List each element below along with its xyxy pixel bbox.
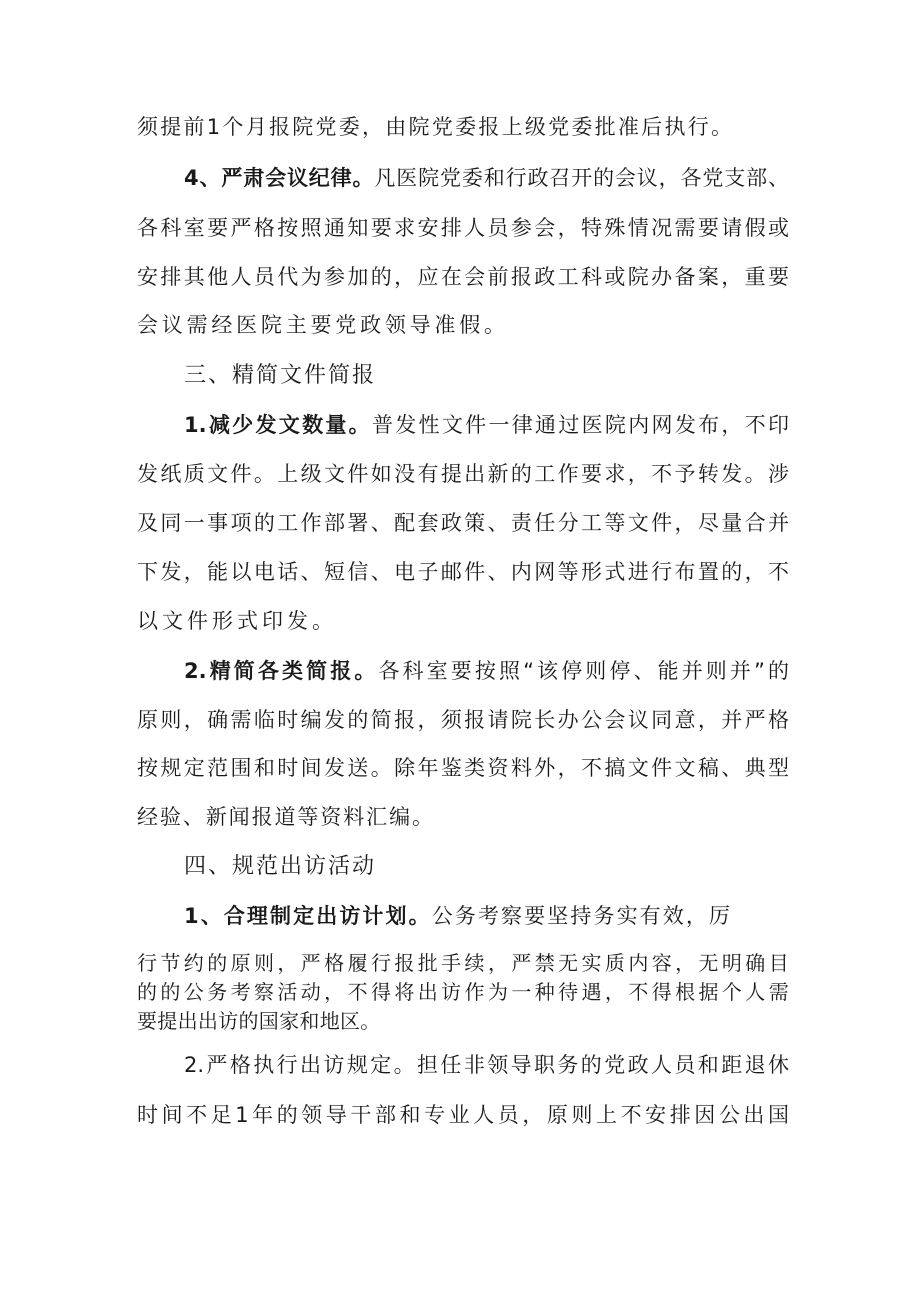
paragraph-line: 2.严格执行出访规定。担任非领导职务的党政人员和距退休: [184, 1053, 789, 1077]
paragraph-text: 公务考察要坚持务实有效，厉: [431, 904, 730, 928]
paragraph-line: 时间不足1年的领导干部和专业人员，原则上不安排因公出国: [137, 1103, 789, 1127]
paragraph-line: 须提前1个月报院党委，由院党委报上级党委批准后执行。: [137, 115, 732, 139]
paragraph-line: 会议需经医院主要党政领导准假。: [137, 313, 505, 337]
paragraph-text: 普发性文件一律通过医院内网发布，不印: [371, 413, 790, 437]
section-title-bold: 4、严肃会议纪律。: [184, 166, 375, 190]
section-title-bold: 2.精简各类简报。: [184, 659, 379, 683]
paragraph-line: 原则，确需临时编发的简报，须报请院长办公会议同意，并严格: [137, 708, 789, 732]
paragraph-line: 按规定范围和时间发送。除年鉴类资料外，不搞文件文稿、典型: [137, 756, 789, 780]
paragraph-line: 以文件形式印发。: [137, 609, 333, 633]
paragraph-line: [184, 901, 730, 931]
paragraph-text: 各科室要按照“该停则停、能并则并”的: [378, 659, 789, 683]
section-title-bold: 1.减少发文数量。: [184, 413, 372, 437]
paragraph-line: 的的公务考察活动，不得将出访作为一种待遇，不得根据个人需: [137, 980, 789, 1004]
paragraph-line: 要提出出访的国家和地区。: [137, 1009, 381, 1033]
section-heading: 三、精简文件简报: [184, 363, 377, 388]
paragraph-text: 凡医院党委和行政召开的会议，各党支部、: [374, 166, 789, 190]
paragraph-line: 行节约的原则，严格履行报批手续，严禁无实质内容，无明确目: [137, 951, 789, 975]
paragraph-line: 发纸质文件。上级文件如没有提出新的工作要求，不予转发。涉: [137, 462, 789, 486]
paragraph-line: 经验、新闻报道等资料汇编。: [137, 805, 433, 829]
paragraph-line: [184, 163, 789, 193]
paragraph-line: [184, 410, 789, 440]
section-title-bold: 1、合理制定出访计划。: [184, 904, 432, 928]
paragraph-line: [184, 656, 789, 686]
section-heading: 四、规范出访活动: [184, 854, 377, 879]
paragraph-line: 安排其他人员代为参加的，应在会前报政工科或院办备案，重要: [137, 265, 789, 289]
paragraph-line: 各科室要严格按照通知要求安排人员参会，特殊情况需要请假或: [137, 216, 789, 240]
paragraph-line: 及同一事项的工作部署、配套政策、责任分工等文件，尽量合并: [137, 511, 789, 535]
paragraph-line: 下发，能以电话、短信、电子邮件、内网等形式进行布置的，不: [137, 560, 789, 584]
